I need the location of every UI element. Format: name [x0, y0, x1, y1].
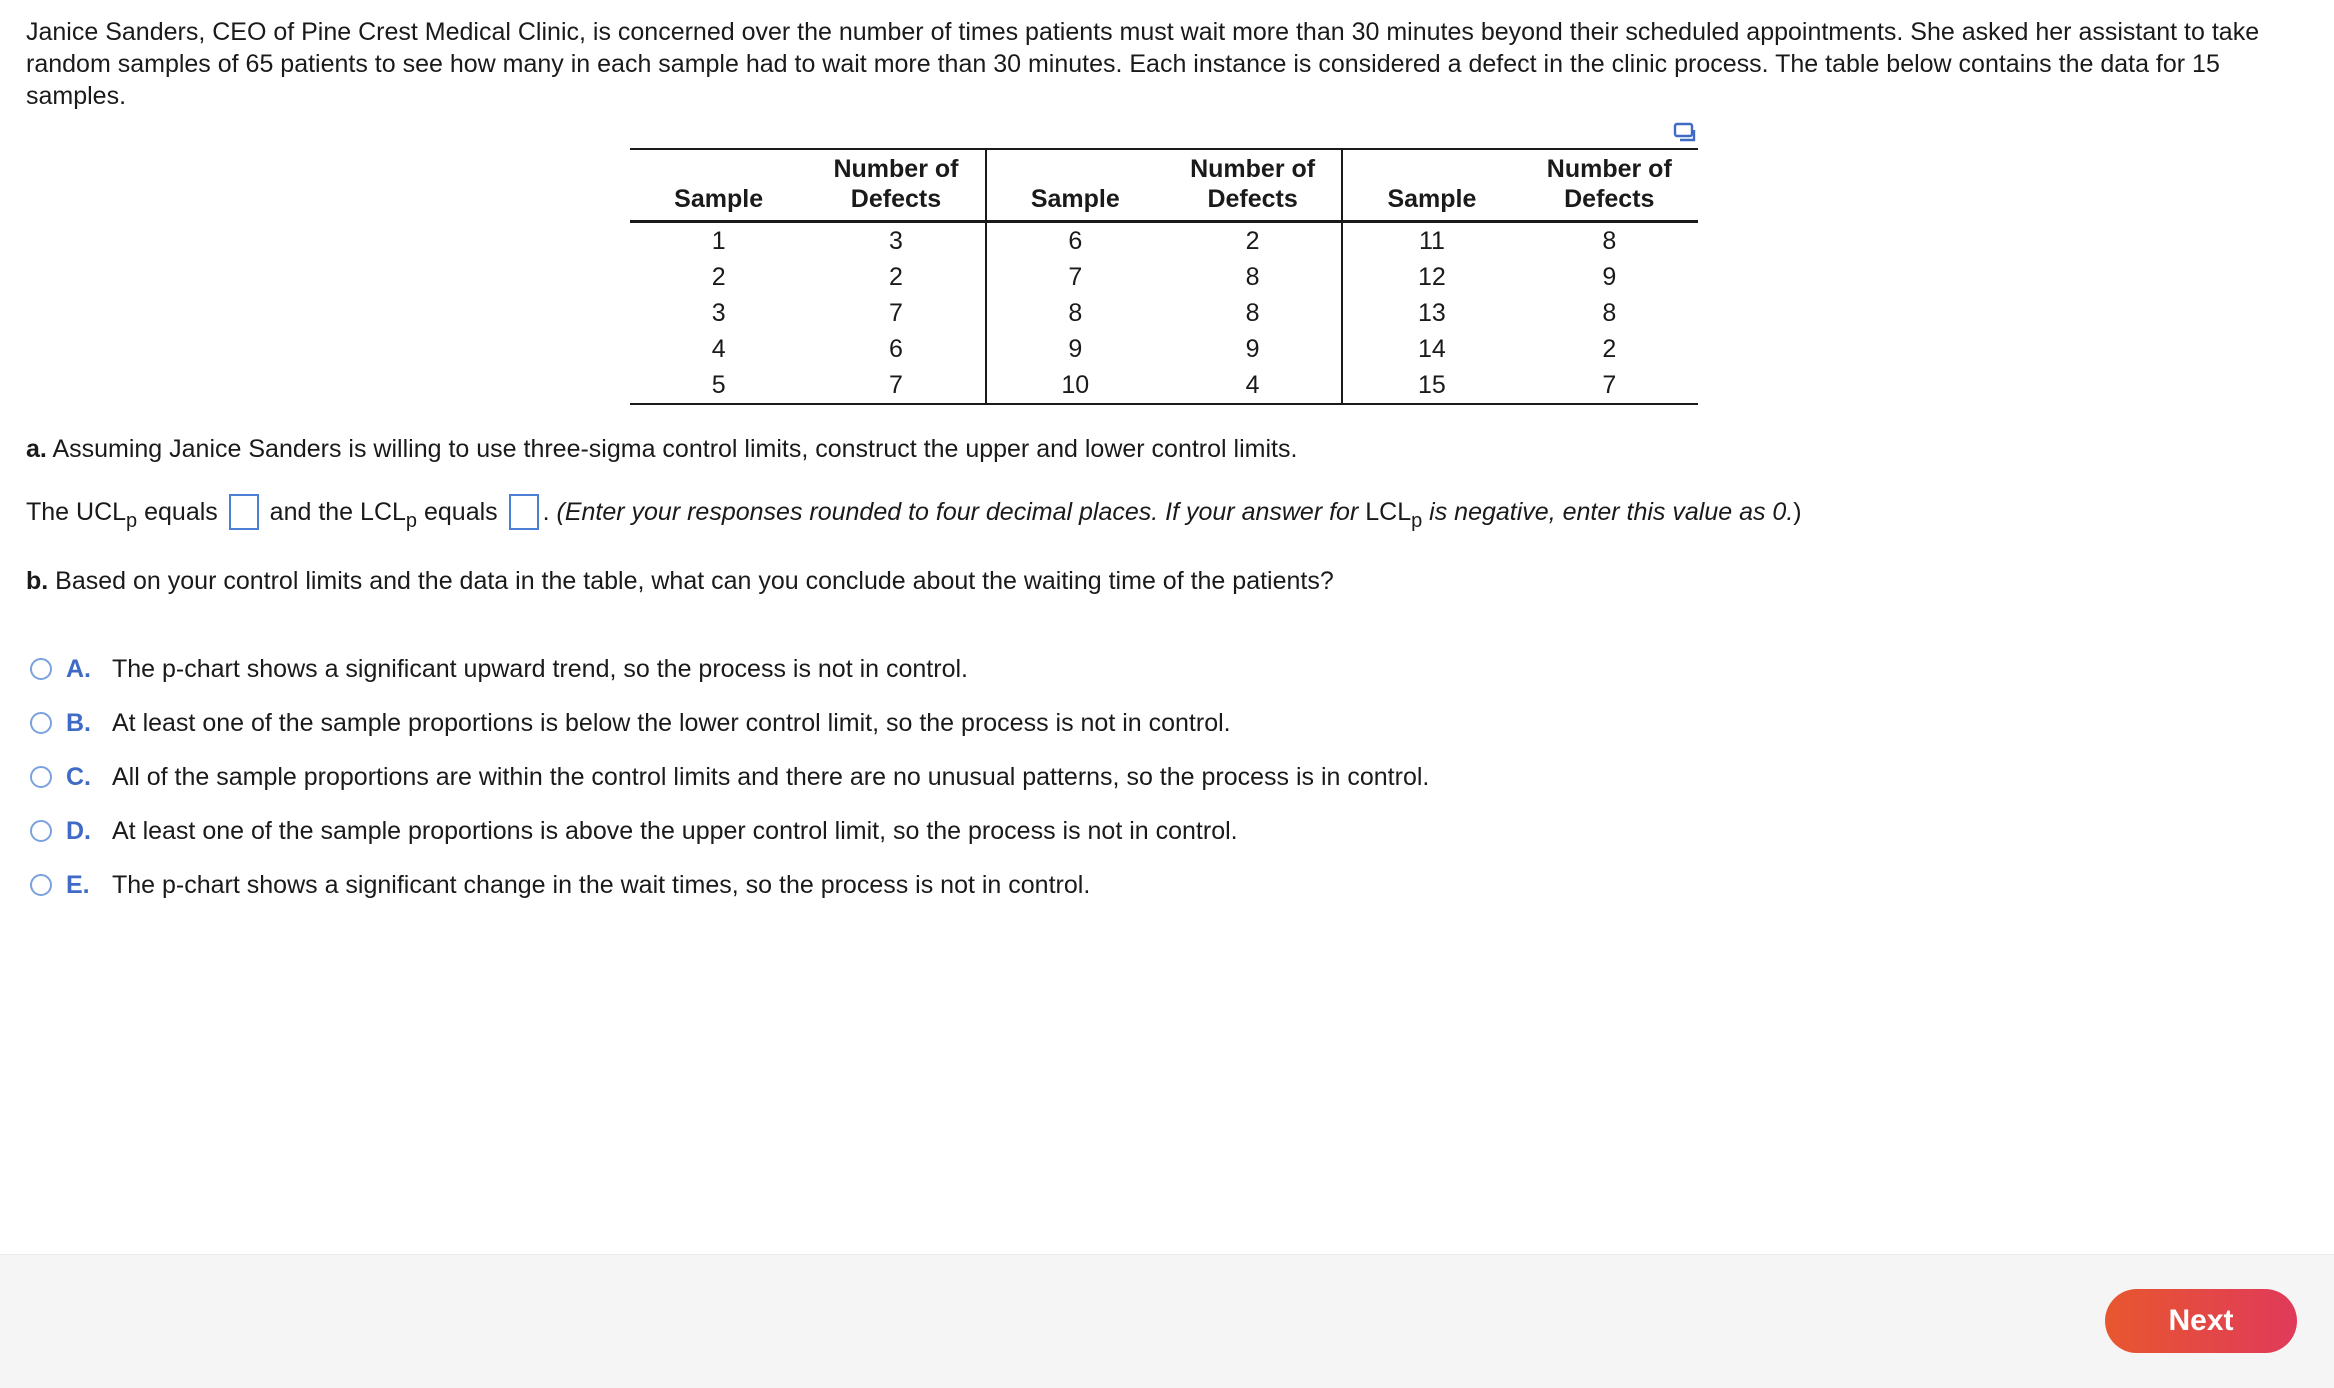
table-cell: 8	[1245, 299, 1260, 327]
period-text: .	[542, 498, 557, 526]
table-row	[630, 295, 1698, 331]
table-cell: 6	[889, 335, 903, 363]
hint-text: (Enter your responses rounded to four decimal places. If your answer for	[556, 498, 1366, 526]
data-table-container	[630, 148, 1698, 405]
lcl-subscript: p	[405, 510, 418, 532]
table-row	[630, 331, 1698, 367]
hint-text-2: is negative, enter this value as 0.	[1422, 498, 1794, 526]
table-cell: 5	[630, 367, 807, 404]
table-cell: 4	[1164, 367, 1342, 404]
equals-text-1: equals	[137, 498, 225, 526]
lcl-answer-input[interactable]	[509, 494, 539, 530]
option-text: At least one of the sample proportions is above the upper control limit, so the process is not in control.	[112, 816, 1238, 845]
table-cell: 2	[1245, 227, 1260, 255]
answer-line	[26, 492, 1802, 541]
radio-button-icon[interactable]	[30, 820, 52, 842]
table-cell: 6	[986, 222, 1164, 260]
table-cell: 2	[889, 263, 903, 291]
answer-options	[30, 642, 1429, 912]
problem-intro: Janice Sanders, CEO of Pine Crest Medical Clinic, is concerned over the number of times patients must wait more than 30 minutes beyond their scheduled appointments. She asked her assistant to take random samples of 65 patients to see how many in each sample had to wait more than 30 minutes. Each instance is considered a defect in the clinic process. The table below contains the data for 15 samples.	[26, 18, 2260, 110]
option-letter: A.	[66, 654, 91, 683]
table-cell: 9	[1602, 263, 1617, 291]
col-header-sample-1: Sample	[630, 149, 807, 222]
col-header-defects-3: Number of Defects	[1521, 149, 1698, 222]
part-b-question	[26, 565, 1334, 597]
option-a[interactable]	[30, 642, 1429, 696]
option-text: The p-chart shows a significant upward trend, so the process is not in control.	[112, 654, 968, 683]
table-cell: 2	[1602, 335, 1617, 363]
table-cell: 7	[889, 299, 903, 327]
ucl-answer-input[interactable]	[229, 494, 259, 530]
table-cell: 8	[1602, 227, 1617, 255]
part-b-text: Based on your control limits and the data in the table, what can you conclude about the waiting time of the patients?	[55, 567, 1334, 595]
hint-lcl-subscript: p	[1411, 510, 1423, 532]
part-a-text: Assuming Janice Sanders is willing to use three-sigma control limits, construct the upper and lower control limits.	[52, 435, 1298, 463]
col-header-defects-2: Number of Defects	[1164, 149, 1342, 222]
equals-text-2: equals	[417, 498, 505, 526]
table-cell: 8	[986, 295, 1164, 331]
option-letter: E.	[66, 870, 90, 899]
table-cell: 3	[711, 299, 726, 327]
table-cell: 11	[1342, 222, 1520, 260]
table-cell: 15	[1342, 367, 1520, 404]
table-cell: 1	[711, 227, 726, 255]
table-cell: 7	[807, 367, 985, 404]
table-row	[630, 259, 1698, 295]
table-cell: 3	[889, 227, 903, 255]
option-e[interactable]	[30, 858, 1429, 912]
option-b[interactable]	[30, 696, 1429, 750]
col-header-sample-2: Sample	[986, 149, 1164, 222]
next-button[interactable]: Next	[2105, 1289, 2297, 1353]
option-text: The p-chart shows a significant change in the wait times, so the process is not in control.	[112, 870, 1091, 899]
radio-button-icon[interactable]	[30, 658, 52, 680]
table-cell: 4	[711, 335, 726, 363]
table-cell: 9	[986, 331, 1164, 367]
table-header-row	[630, 149, 1698, 222]
and-lcl-label: and the LCL	[262, 498, 406, 526]
option-letter: D.	[66, 816, 91, 845]
table-cell: 12	[1342, 259, 1520, 295]
defects-table	[630, 148, 1698, 405]
radio-button-icon[interactable]	[30, 712, 52, 734]
col-header-sample-3: Sample	[1342, 149, 1520, 222]
part-b-label: b.	[26, 567, 49, 595]
option-d[interactable]	[30, 804, 1429, 858]
table-cell: 8	[1602, 299, 1617, 327]
ucl-subscript: p	[126, 510, 138, 532]
radio-button-icon[interactable]	[30, 766, 52, 788]
ucl-label: The UCL	[26, 498, 127, 526]
col-header-defects-1: Number of Defects	[807, 149, 985, 222]
option-c[interactable]	[30, 750, 1429, 804]
table-cell: 14	[1342, 331, 1520, 367]
table-row	[630, 222, 1698, 260]
table-cell: 8	[1245, 263, 1260, 291]
option-letter: C.	[66, 762, 91, 791]
table-cell: 7	[1521, 367, 1698, 404]
table-cell: 7	[986, 259, 1164, 295]
footer-bar	[0, 1254, 2334, 1388]
option-text: At least one of the sample proportions is below the lower control limit, so the process is not in control.	[112, 708, 1231, 737]
table-cell: 10	[986, 367, 1164, 404]
part-a-question	[26, 433, 1297, 465]
table-cell: 13	[1342, 295, 1520, 331]
table-cell: 9	[1245, 335, 1260, 363]
option-text: All of the sample proportions are within the control limits and there are no unusual patterns, so the process is in control.	[112, 762, 1430, 791]
option-letter: B.	[66, 708, 91, 737]
part-a-label: a.	[26, 435, 47, 463]
hint-lcl-label: LCL	[1365, 498, 1412, 526]
radio-button-icon[interactable]	[30, 874, 52, 896]
copy-table-icon[interactable]	[1672, 120, 1698, 146]
table-row	[630, 367, 1698, 404]
table-cell: 2	[711, 263, 726, 291]
hint-close-paren: )	[1793, 498, 1802, 526]
